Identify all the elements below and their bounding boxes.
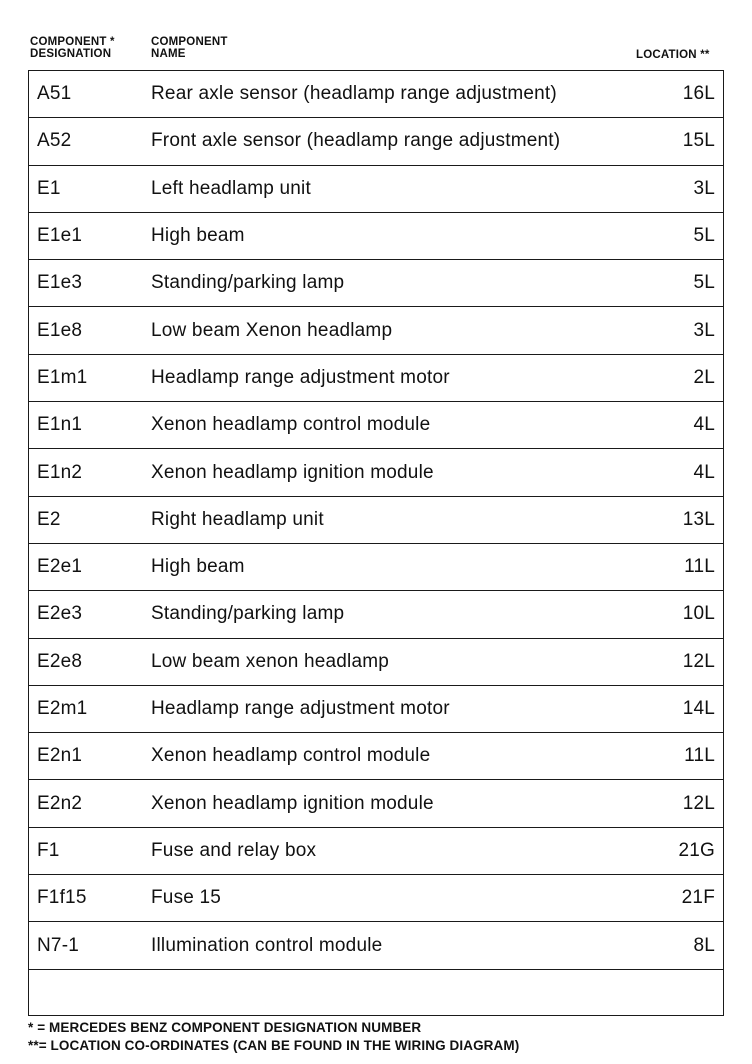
designation-cell: A52 <box>37 130 72 152</box>
name-cell: Illumination control module <box>151 934 383 956</box>
table-row <box>29 449 723 496</box>
location-cell: 21F <box>681 887 715 909</box>
location-cell: 8L <box>693 934 715 956</box>
name-cell: Right headlamp unit <box>151 508 324 530</box>
location-cell: 14L <box>682 698 715 720</box>
designation-cell: E1e1 <box>37 225 83 247</box>
table-row <box>29 402 723 449</box>
location-cell: 5L <box>693 272 715 294</box>
table-row <box>29 166 723 213</box>
name-cell: Fuse and relay box <box>151 839 317 861</box>
name-cell: Rear axle sensor (headlamp range adjustment) <box>151 83 557 105</box>
designation-cell: E1m1 <box>37 366 88 388</box>
name-cell: Headlamp range adjustment motor <box>151 698 450 720</box>
location-cell: 5L <box>693 225 715 247</box>
column-header-location: LOCATION ** <box>636 49 710 61</box>
table-row <box>29 781 723 828</box>
name-cell: High beam <box>151 556 245 578</box>
table-row <box>29 544 723 591</box>
location-cell: 11L <box>684 556 715 578</box>
designation-cell: E2e3 <box>37 603 83 625</box>
footnote-location: **= LOCATION CO-ORDINATES (CAN BE FOUND IN THE WIRING DIAGRAM) <box>28 1038 520 1053</box>
location-cell: 2L <box>693 366 715 388</box>
table-row <box>29 71 723 118</box>
location-cell: 12L <box>682 792 715 814</box>
location-cell: 4L <box>693 414 715 436</box>
table-row <box>29 828 723 875</box>
designation-cell: E1e3 <box>37 272 83 294</box>
location-cell: 4L <box>693 461 715 483</box>
table-row <box>29 922 723 969</box>
designation-cell: E2e1 <box>37 556 83 578</box>
name-header-line2: NAME <box>151 48 186 60</box>
designation-cell: E2e8 <box>37 650 83 672</box>
name-cell: Front axle sensor (headlamp range adjustment) <box>151 130 561 152</box>
table-row <box>29 686 723 733</box>
location-cell: 11L <box>684 745 715 767</box>
designation-cell: E1 <box>37 177 61 199</box>
designation-cell: E1n1 <box>37 414 83 436</box>
location-cell: 10L <box>682 603 715 625</box>
designation-cell: F1f15 <box>37 887 87 909</box>
designation-cell: E2m1 <box>37 698 88 720</box>
name-cell: Fuse 15 <box>151 887 222 909</box>
table-row <box>29 260 723 307</box>
table-row <box>29 213 723 260</box>
table-row <box>29 639 723 686</box>
table-row <box>29 308 723 355</box>
name-cell: Low beam Xenon headlamp <box>151 319 393 341</box>
name-cell: High beam <box>151 225 245 247</box>
name-cell: Xenon headlamp ignition module <box>151 792 434 814</box>
designation-cell: F1 <box>37 839 60 861</box>
table-row <box>29 118 723 165</box>
footnote-designation: * = MERCEDES BENZ COMPONENT DESIGNATION NUMBER <box>28 1020 422 1035</box>
name-cell: Left headlamp unit <box>151 177 311 199</box>
name-cell: Headlamp range adjustment motor <box>151 366 450 388</box>
designation-cell: E2 <box>37 508 61 530</box>
name-cell: Low beam xenon headlamp <box>151 650 390 672</box>
column-header-name <box>151 36 228 60</box>
table-row <box>29 355 723 402</box>
table-row <box>29 875 723 922</box>
designation-cell: N7-1 <box>37 934 79 956</box>
designation-cell: E2n2 <box>37 792 83 814</box>
empty-table-row <box>29 970 723 1017</box>
name-cell: Xenon headlamp ignition module <box>151 461 434 483</box>
location-cell: 15L <box>682 130 715 152</box>
name-cell: Xenon headlamp control module <box>151 745 431 767</box>
name-header-line1: COMPONENT <box>151 36 228 48</box>
designation-cell: A51 <box>37 83 72 105</box>
table-row <box>29 591 723 638</box>
location-cell: 3L <box>693 177 715 199</box>
designation-cell: E2n1 <box>37 745 83 767</box>
column-header-designation <box>30 36 115 60</box>
table-row <box>29 733 723 780</box>
name-cell: Standing/parking lamp <box>151 603 345 625</box>
designation-cell: E1n2 <box>37 461 83 483</box>
component-table <box>28 70 724 1016</box>
location-cell: 16L <box>682 83 715 105</box>
location-cell: 13L <box>682 508 715 530</box>
location-cell: 12L <box>682 650 715 672</box>
table-row <box>29 497 723 544</box>
designation-header-line2: DESIGNATION <box>30 48 112 60</box>
designation-cell: E1e8 <box>37 319 83 341</box>
name-cell: Standing/parking lamp <box>151 272 345 294</box>
location-cell: 3L <box>693 319 715 341</box>
name-cell: Xenon headlamp control module <box>151 414 431 436</box>
designation-header-line1: COMPONENT * <box>30 36 115 48</box>
location-cell: 21G <box>678 839 715 861</box>
